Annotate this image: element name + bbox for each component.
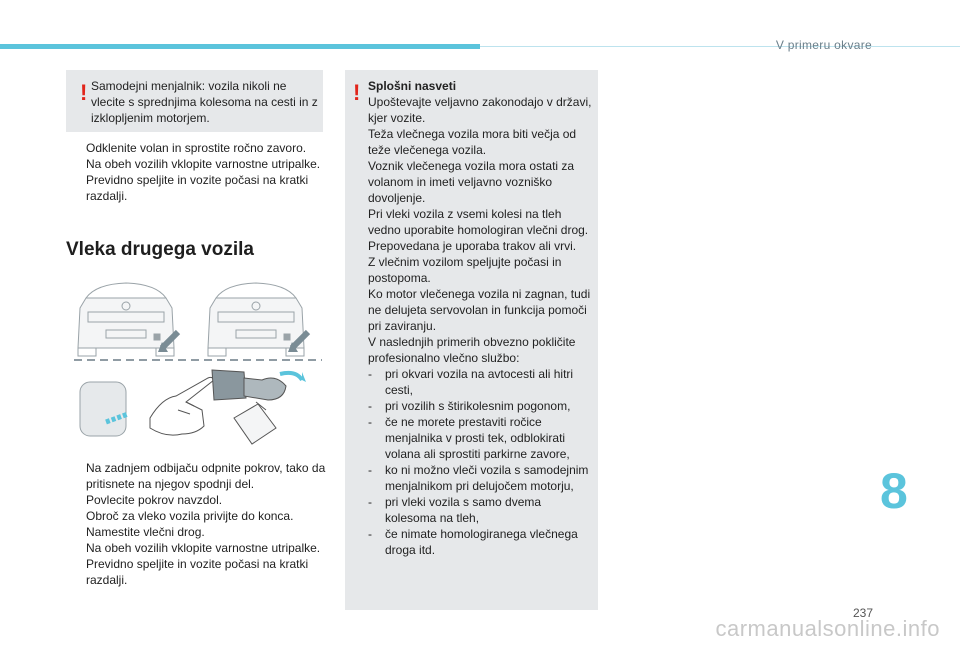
list-item: Previdno speljite in vozite počasi na kratki razdalji. — [86, 557, 309, 587]
warning-title: Splošni nasveti — [368, 79, 457, 93]
paragraph: Upoštevajte veljavno zakonodajo v državi, kjer vozite. — [368, 95, 592, 125]
towing-eye-illustration-detail — [212, 370, 306, 444]
list-item: - pri vleki vozila s samo dvema kolesoma na tleh, — [368, 495, 542, 525]
list-item: Na zadnjem odbijaču odpnite pokrov, tako da pritisnete na njegov spodnji del. — [86, 461, 326, 491]
watermark: carmanualsonline.info — [715, 616, 940, 641]
list-item: Obroč za vleko vozila privijte do konca. — [86, 509, 294, 523]
warning-icon: ! — [353, 80, 361, 105]
list-item: Previdno speljite in vozite počasi na kratki razdalji. — [86, 173, 309, 203]
list-item: Povlecite pokrov navzdol. — [86, 493, 223, 507]
paragraph: Teža vlečnega vozila mora biti večja od teže vlečenega vozila. — [368, 127, 577, 157]
list-item: Na obeh vozilih vklopite varnostne utripalke. — [86, 541, 321, 555]
list-item: - pri okvari vozila na avtocesti ali hitri cesti, — [368, 367, 574, 397]
list-item: - pri vozilih s štirikolesnim pogonom, — [368, 399, 571, 413]
towing-eye-illustration — [66, 278, 328, 448]
page-number: 237 — [852, 606, 873, 620]
paragraph: Ko motor vlečenega vozila ni zagnan, tudi ne delujeta servovolan in funkcija pomoči pri zaviranju. — [368, 287, 591, 333]
car-rear-illustration-right — [208, 283, 304, 356]
list-item: - če nimate homologiranega vlečnega droga itd. — [368, 527, 578, 557]
paragraph: Voznik vlečenega vozila mora ostati za volanom in imeti veljavno vozniško dovoljenje. — [368, 159, 575, 205]
paragraph: Z vlečnim vozilom speljujte počasi in postopoma. — [368, 255, 562, 285]
warning-box-automatic-gearbox — [66, 70, 323, 132]
warning-box-general-advice — [345, 70, 598, 610]
section-title: Vleka drugega vozila — [66, 239, 254, 260]
chapter-header-title: V primeru okvare — [775, 38, 872, 52]
instruction-list-2 — [66, 460, 328, 588]
bumper-cover-illustration — [80, 382, 128, 436]
case-list — [368, 366, 593, 558]
header-accent-bar — [0, 44, 480, 49]
list-item: Odklenite volan in sprostite ročno zavoro. — [86, 141, 307, 155]
warning-icon: ! — [80, 80, 88, 105]
warning-text: Samodejni menjalnik: vozila nikoli ne vlecite s sprednjima kolesoma na cesti in z izklopljenim motorjem. — [91, 79, 318, 125]
warning-content — [368, 78, 593, 558]
instruction-list-1 — [66, 140, 328, 204]
car-rear-illustration-left — [78, 283, 174, 356]
list-item: Na obeh vozilih vklopite varnostne utripalke. — [86, 157, 321, 171]
paragraph: Pri vleki vozila z vsemi kolesi na tleh vedno uporabite homologiran vlečni drog. Prepovedana je uporaba trakov ali vrvi. — [368, 207, 589, 253]
list-item: - ko ni možno vleči vozila s samodejnim menjalnikom pri delujočem motorju, — [368, 463, 589, 493]
paragraph: V naslednjih primerih obvezno pokličite profesionalno vlečno službo: — [368, 335, 576, 365]
chapter-number: 8 — [880, 463, 908, 519]
list-item: Namestite vlečni drog. — [86, 525, 205, 539]
header-rule — [480, 46, 960, 47]
hand-illustration — [150, 377, 214, 435]
list-item: - če ne morete prestaviti ročice menjalnika v prosti tek, odblokirati volana ali sprostiti parkirne zavore, — [368, 415, 570, 461]
